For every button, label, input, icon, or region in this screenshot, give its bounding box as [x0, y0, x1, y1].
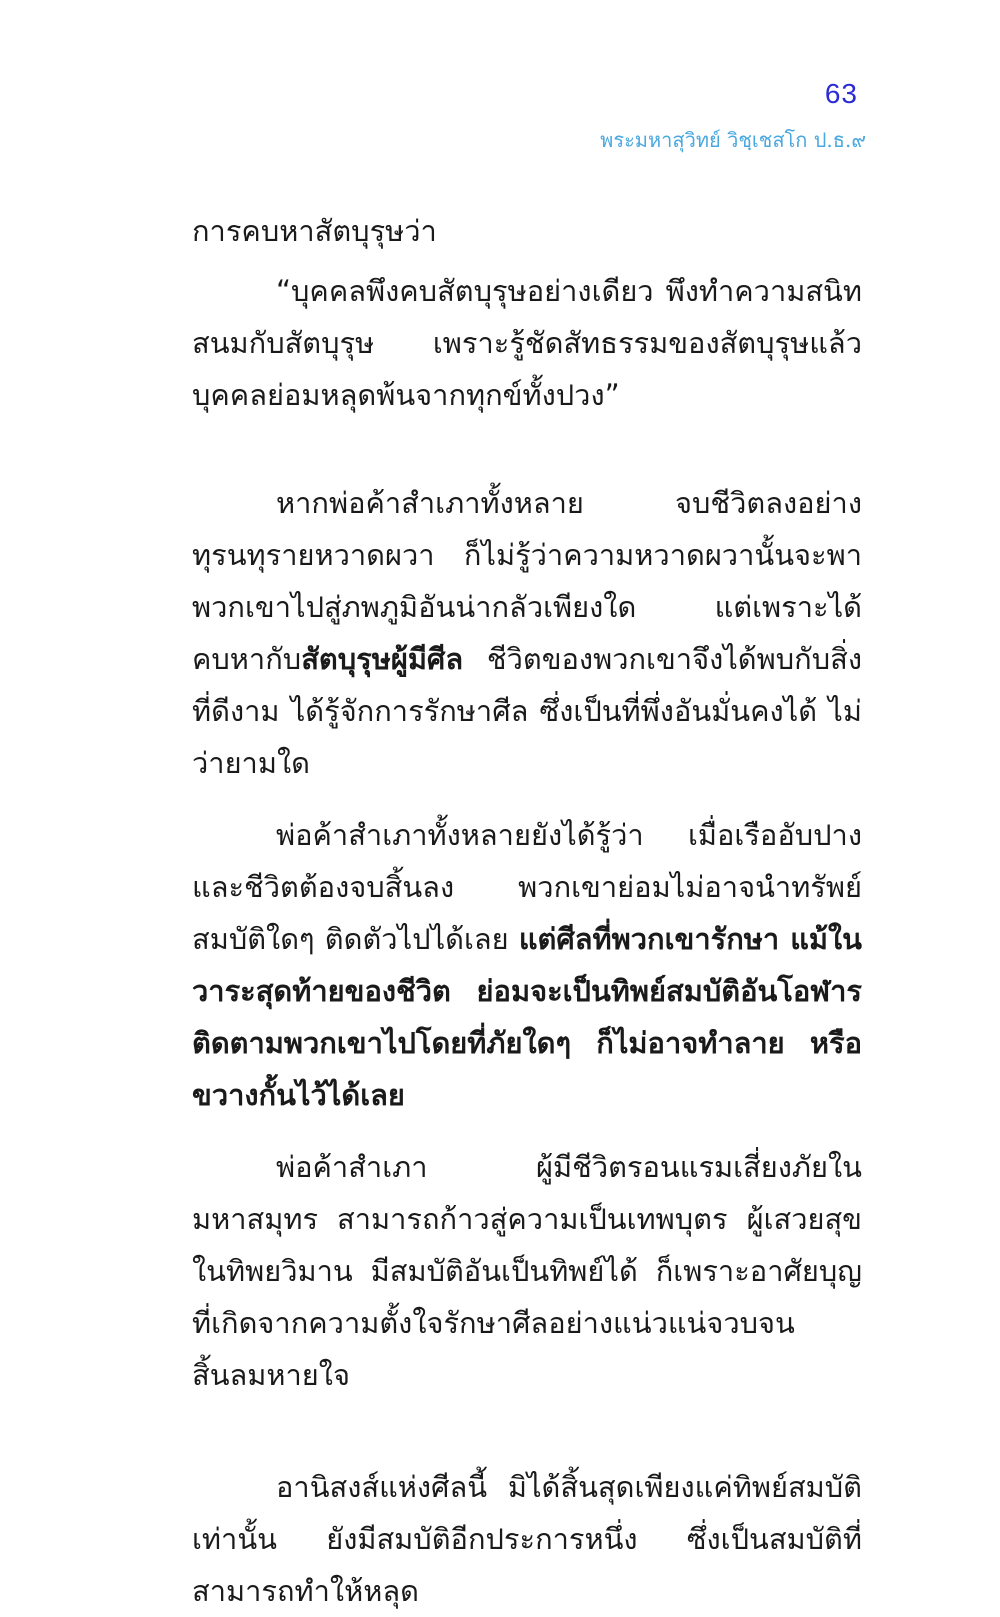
quotation-paragraph: “บุคคลพึงคบสัตบุรุษอย่างเดียว พึงทำความสนิทสนมกับสัตบุรุษ เพราะรู้ชัดสัทธรรมของสัตบุรุษแล้ว บุคคลย่อมหลุดพ้นจากทุกข์ทั้งปวง”	[192, 274, 862, 412]
running-header-author: พระมหาสุวิทย์ วิชฺเชสโก ป.ธ.๙	[600, 128, 866, 152]
page-body	[192, 205, 862, 1617]
paragraph-4: อานิสงส์แห่งศีลนี้ มิได้สิ้นสุดเพียงแค่ทิพย์สมบัติเท่านั้น ยังมีสมบัติอีกประการหนึ่ง ซึ่งเป็นสมบัติที่สามารถทำให้หลุด	[192, 1470, 862, 1608]
paragraph-1-text-b: ชีวิตของพวกเขาจึงได้พบกับสิ่งที่ดีงาม ได้รู้จักการรักษาศีล ซึ่งเป็นที่พึ่งอันมั่นคงได้ ไม่ว่ายามใด	[192, 642, 862, 780]
paragraph-1-bold: สัตบุรุษผู้มีศีล	[301, 642, 464, 676]
paragraph-2	[192, 809, 862, 1121]
paragraph-1	[192, 477, 862, 789]
paragraph-1-text-a: หากพ่อค้าสำเภาทั้งหลาย จบชีวิตลงอย่างทุรนทุรายหวาดผวา ก็ไม่รู้ว่าความหวาดผวานั้นจะพาพวกเขาไปสู่ภพภูมิอันน่ากลัวเพียงใด แต่เพราะได้คบหากับ	[192, 486, 862, 676]
paragraph-2-bold: แต่ศีลที่พวกเขารักษา แม้ในวาระสุดท้ายของชีวิต ย่อมจะเป็นทิพย์สมบัติอันโอฬารติดตามพวกเขาไปโดยที่ภัยใดๆ ก็ไม่อาจทำลาย หรือขวางกั้นไว้ได้เลย	[192, 922, 862, 1112]
page-number: 63	[824, 78, 858, 109]
intro-line: การคบหาสัตบุรุษว่า	[192, 214, 437, 248]
paragraph-3: พ่อค้าสำเภา ผู้มีชีวิตรอนแรมเสี่ยงภัยในมหาสมุทร สามารถก้าวสู่ความเป็นเทพบุตร ผู้เสวยสุขในทิพยวิมาน มีสมบัติอันเป็นทิพย์ได้ ก็เพราะอาศัยบุญที่เกิดจากความตั้งใจรักษาศีลอย่างแน่วแน่จวบจนสิ้นลมหายใจ	[192, 1150, 862, 1392]
paragraph-2-text: พ่อค้าสำเภาทั้งหลายยังได้รู้ว่า เมื่อเรืออับปาง และชีวิตต้องจบสิ้นลง พวกเขาย่อมไม่อาจนำทรัพย์สมบัติใดๆ ติดตัวไปได้เลย	[192, 818, 862, 956]
